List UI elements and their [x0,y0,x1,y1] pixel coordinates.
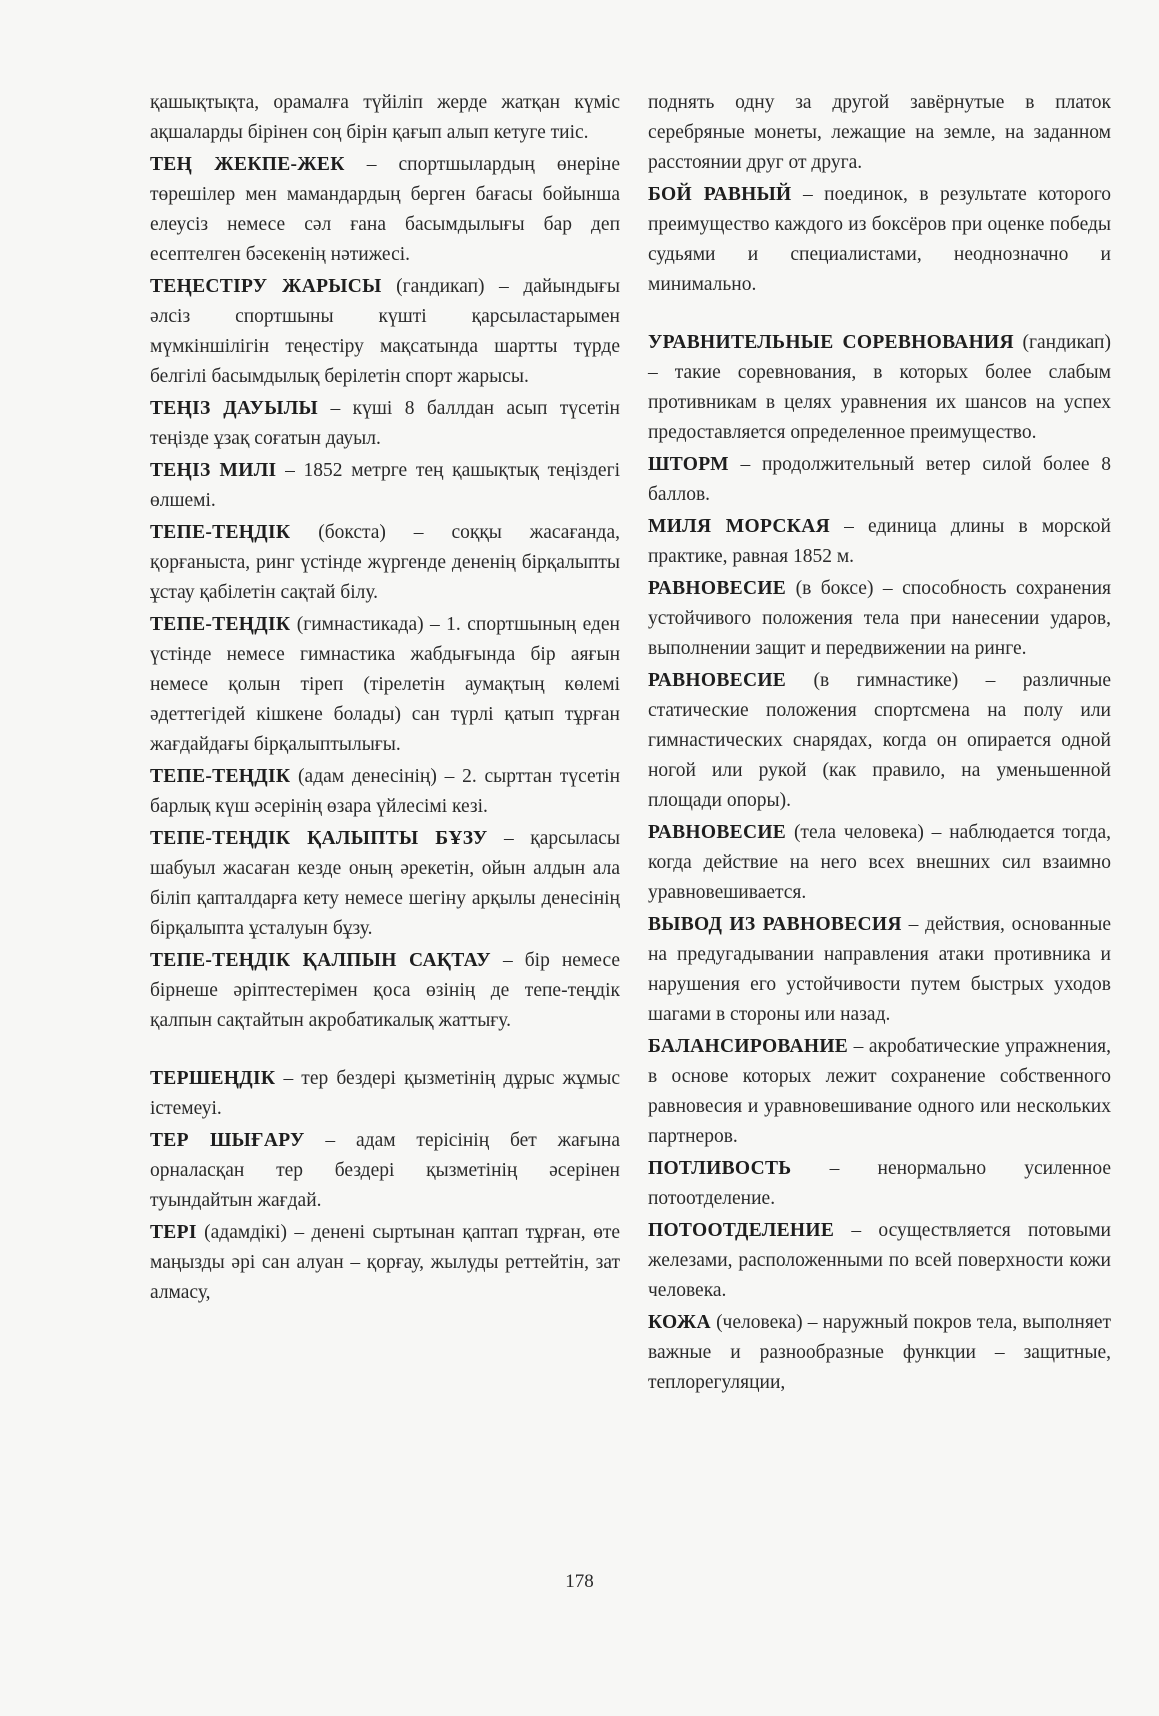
entry-term: ПОТООТДЕЛЕНИЕ [648,1220,835,1241]
page-number: 178 [565,1571,594,1592]
entry-term: ТЕПЕ-ТЕҢДІК [150,766,291,787]
entry-definition: – единица длины в морской практике, равная 1852 м. [648,516,1111,567]
entry-term: КОЖА [648,1312,711,1333]
entry-term: ТЕРІ [150,1222,197,1243]
entry-term: ТЕРШЕҢДІК [150,1068,276,1089]
entry-definition: (гимнастикада) – 1. спортшының еден үстінде немесе гимнастика жабдығында бір аяғын немесе қолын тіреп (тірелетін аумақтың көлемі әдеттегідей кішкене болады) сан түрлі қатып тұрған жағдайдағы бірқалыптылығы. [150,614,620,755]
entry-term: ТЕҢІЗ МИЛІ [150,460,277,481]
dictionary-entry [648,512,1111,572]
dictionary-entry [150,762,620,822]
dictionary-entry [648,1308,1111,1398]
entry-definition: (бокста) – соққы жасағанда, қорғаныста, ринг үстінде жүргенде дененің бірқалыпты ұстау қабілетін сақтай білу. [150,522,620,603]
entry-term: ТЕПЕ-ТЕҢДІК ҚАЛЫПТЫ БҰЗУ [150,828,488,849]
entry-term: РАВНОВЕСИЕ [648,670,787,691]
entry-term: УРАВНИТЕЛЬНЫЕ СОРЕВНОВАНИЯ [648,332,1014,353]
dictionary-entry [150,946,620,1036]
dictionary-entry [648,1216,1111,1306]
dictionary-entry [150,272,620,392]
entry-definition: (адам денесінің) – 2. сырттан түсетін барлық күш әсерінің өзара үйлесімі кезі. [150,766,620,817]
entry-definition: (в гимнастике) – различные статические положения спортсмена на полу или гимнастических снарядах, когда он опирается одной ногой или рукой (как правило, на уменьшенной площади опоры). [648,670,1111,811]
entry-definition: – акробатические упражнения, в основе которых лежит сохранение собственного равновесия и уравновешивание одного или нескольких партнеров. [648,1036,1111,1147]
entry-term: ТЕҢ ЖЕКПЕ-ЖЕК [150,154,345,175]
entry-definition: (гандикап) – такие соревнования, в которых более слабым противникам в целях уравнения их шансов на успех предоставляется определенное преимущество. [648,332,1111,443]
entry-definition: (человека) – наружный покров тела, выполняет важные и разнообразные функции – защитные, теплорегуляции, [648,1312,1111,1393]
entry-term: ПОТЛИВОСТЬ [648,1158,792,1179]
entry-definition: – тер бездері қызметінің дұрыс жұмыс істемеуі. [150,1068,620,1119]
entry-term: ШТОРМ [648,454,729,475]
entry-definition: – осуществляется потовыми железами, расположенными по всей поверхности кожи человека. [648,1220,1111,1301]
entry-term: ТЕҢЕСТІРУ ЖАРЫСЫ [150,276,382,297]
entry-term: ТЕР ШЫҒАРУ [150,1130,305,1151]
dictionary-entry [648,1032,1111,1152]
dictionary-entry [648,180,1111,300]
dictionary-entry [150,394,620,454]
entry-definition: (адамдікі) – денені сыртынан қаптап тұрған, өте маңызды әрі сан алуан – қорғау, жылуды реттейтін, зат алмасу, [150,1222,620,1303]
entry-definition: – күші 8 баллдан асып түсетін теңізде ұзақ соғатын дауыл. [150,398,620,449]
entry-term: ТЕҢІЗ ДАУЫЛЫ [150,398,319,419]
dictionary-entry [648,910,1111,1030]
entry-definition: – қарсыласы шабуыл жасаған кезде оның әрекетін, ойын алдын ала біліп қапталдарға кету немесе шегіну арқылы денесінің бірқалыпта ұсталуын бұзу. [150,828,620,939]
entry-term: ВЫВОД ИЗ РАВНОВЕСИЯ [648,914,902,935]
dictionary-entry [150,1126,620,1216]
right-column-russian [648,88,1111,1400]
dictionary-entry [150,518,620,608]
entry-term: ТЕПЕ-ТЕҢДІК ҚАЛПЫН САҚТАУ [150,950,491,971]
entry-definition: (тела человека) – наблюдается тогда, когда действие на него всех внешних сил взаимно уравновешивается. [648,822,1111,903]
entry-definition: (гандикап) – дайындығы әлсіз спортшыны күшті қарсыластарымен мүмкіншілігін теңестіру мақсатында шартты түрде белгілі басымдылық берілетін спорт жарысы. [150,276,620,387]
dictionary-entry [648,88,1111,178]
entry-term: РАВНОВЕСИЕ [648,822,787,843]
dictionary-entry [150,824,620,944]
dictionary-entry [648,574,1111,664]
dictionary-entry [150,456,620,516]
entry-definition: – действия, основанные на предугадывании направления атаки противника и нарушения его устойчивости путем быстрых уходов шагами в стороны или назад. [648,914,1111,1025]
dictionary-entry [648,666,1111,816]
entry-definition: – ненормально усиленное потоотделение. [648,1158,1111,1209]
dictionary-entry [150,150,620,270]
dictionary-entry [150,88,620,148]
dictionary-entry [648,818,1111,908]
dictionary-entry [150,1218,620,1308]
entry-definition: қашықтықта, орамалға түйіліп жерде жатқан күміс ақшаларды бірінен соң бірін қағып алып кетуге тиіс. [150,92,620,143]
dictionary-entry [150,1064,620,1124]
entry-definition: поднять одну за другой завёрнутые в платок серебряные монеты, лежащие на земле, на заданном расстоянии друг от друга. [648,92,1111,173]
entry-definition: – бір немесе бірнеше әріптестерімен қоса өзінің де тепе-теңдік қалпын сақтайтын акробатикалық жаттығу. [150,950,620,1031]
entry-term: ТЕПЕ-ТЕҢДІК [150,522,291,543]
dictionary-entry [648,328,1111,448]
dictionary-entry [150,610,620,760]
entry-term: ТЕПЕ-ТЕҢДІК [150,614,291,635]
entry-definition: – адам терісінің бет жағына орналасқан тер бездері қызметінің әсерінен туындайтын жағдай. [150,1130,620,1211]
entry-definition: (в боксе) – способность сохранения устойчивого положения тела при нанесении ударов, выполнении защит и передвижении на ринге. [648,578,1111,659]
entry-term: МИЛЯ МОРСКАЯ [648,516,830,537]
entry-definition: – спортшылардың өнеріне төрешілер мен мамандардың берген бағасы бойынша елеусіз немесе сәл ғана басымдылығы бар деп есептелген бәсекенің нәтижесі. [150,154,620,265]
entry-definition: – поединок, в результате которого преимущество каждого из боксёров при оценке победы судьями и специалистами, неоднозначно и минимально. [648,184,1111,295]
left-column-kazakh [150,88,620,1310]
entry-term: РАВНОВЕСИЕ [648,578,787,599]
entry-definition: – 1852 метрге тең қашықтық теңіздегі өлшемі. [150,460,620,511]
entry-term: БАЛАНСИРОВАНИЕ [648,1036,849,1057]
dictionary-entry [648,450,1111,510]
entry-definition: – продолжительный ветер силой более 8 баллов. [648,454,1111,505]
dictionary-entry [648,1154,1111,1214]
entry-term: БОЙ РАВНЫЙ [648,184,792,205]
